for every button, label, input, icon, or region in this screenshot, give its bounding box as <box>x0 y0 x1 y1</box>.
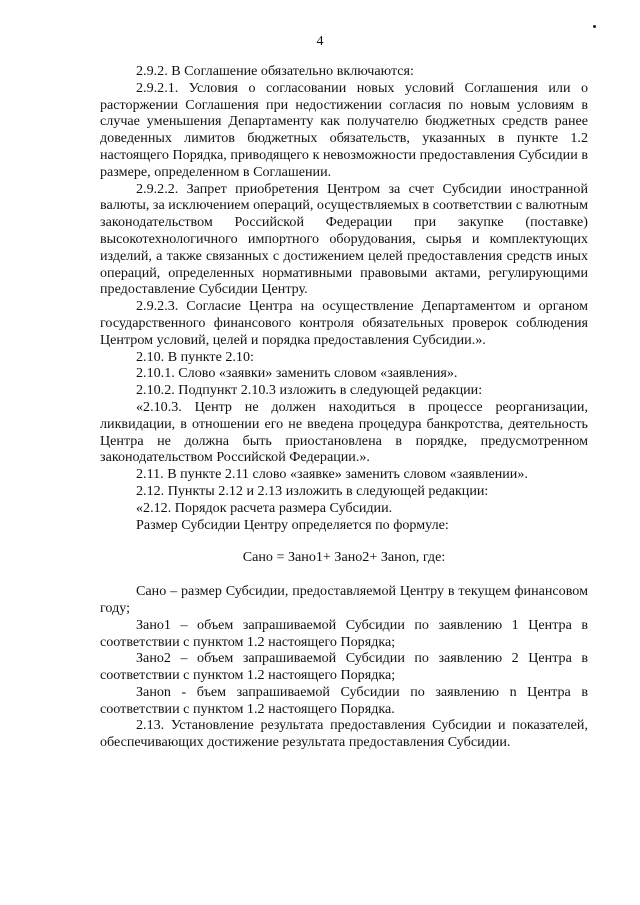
paragraph-2-10: 2.10. В пункте 2.10: <box>136 348 254 365</box>
paragraph-2-10-1: 2.10.1. Слово «заявки» заменить словом «заявления». <box>136 365 458 382</box>
scan-dot-mark <box>593 25 596 28</box>
paragraph-2-9-2-3: 2.9.2.3. Согласие Центра на осуществление Департаментом и органом государственного финансового контроля обязательных проверок соблюдения Центром условий, целей и порядка предоставления Субсидии.». <box>100 298 588 348</box>
spacer <box>100 566 588 583</box>
definition-zano1: Зано1 – объем запрашиваемой Субсидии по заявлению 1 Центра в соответствии с пунктом 1.2 настоящего Порядка; <box>100 616 588 650</box>
paragraph-formula-intro: Размер Субсидии Центру определяется по формуле: <box>136 516 449 533</box>
paragraph-2-9-2-2: 2.9.2.2. Запрет приобретения Центром за счет Субсидии иностранной валюты, за исключением операций, осуществляемых в соответствии с валютным законодательством Российской Федерации при закупке (поставке) высокотехнологичного импортного оборудования, сырья и комплектующих изделий, а также связанных с достижением целей предоставления средств иных операций, определенных нормативными правовыми актами, регулирующими предоставление Субсидии Центру. <box>100 180 588 298</box>
definition-zano2: Зано2 – объем запрашиваемой Субсидии по заявлению 2 Центра в соответствии с пунктом 1.2 настоящего Порядка; <box>100 650 588 684</box>
definition-zanon: Занon - бъем запрашиваемой Субсидии по заявлению n Центра в соответствии с пунктом 1.2 настоящего Порядка. <box>100 683 588 717</box>
definition-sano: Сано – размер Субсидии, предоставляемой Центру в текущем финансовом году; <box>100 583 588 616</box>
page-number: 4 <box>316 34 324 49</box>
paragraph-2-10-2: 2.10.2. Подпункт 2.10.3 изложить в следующей редакции: <box>136 382 483 399</box>
paragraph-2-11: 2.11. В пункте 2.11 слово «заявке» заменить словом «заявлении». <box>136 466 528 483</box>
paragraph-2-10-3-quote: «2.10.3. Центр не должен находиться в процессе реорганизации, ликвидации, в отношении его не введена процедура банкротства, деятельность Центра не должна быть приостановлена в порядке, предусмотренном законодательством Российской Федерации.». <box>100 398 588 466</box>
paragraph-2-9-2-1: 2.9.2.1. Условия о согласовании новых условий Соглашения или о расторжении Соглашения при недостижении согласия по новым условиям в случае уменьшения Департаменту как получателю бюджетных средств ранее доведенных лимитов бюджетных обязательств, указанных в пункте 1.2 настоящего Порядка, приводящего к невозможности предоставления Субсидии в размере, определенном в Соглашении. <box>100 79 588 180</box>
paragraph-2-12-quote: «2.12. Порядок расчета размера Субсидии. <box>136 499 393 516</box>
document-body <box>100 63 588 751</box>
spacer <box>100 533 588 549</box>
paragraph-2-13: 2.13. Установление результата предоставления Субсидии и показателей, обеспечивающих достижение результата предоставления Субсидии. <box>100 717 588 751</box>
paragraph-2-9-2: 2.9.2. В Соглашение обязательно включаются: <box>136 63 414 79</box>
paragraph-2-12: 2.12. Пункты 2.12 и 2.13 изложить в следующей редакции: <box>136 482 489 499</box>
subsidy-formula: Сано = Зано1+ Зано2+ Занon, где: <box>242 549 446 566</box>
